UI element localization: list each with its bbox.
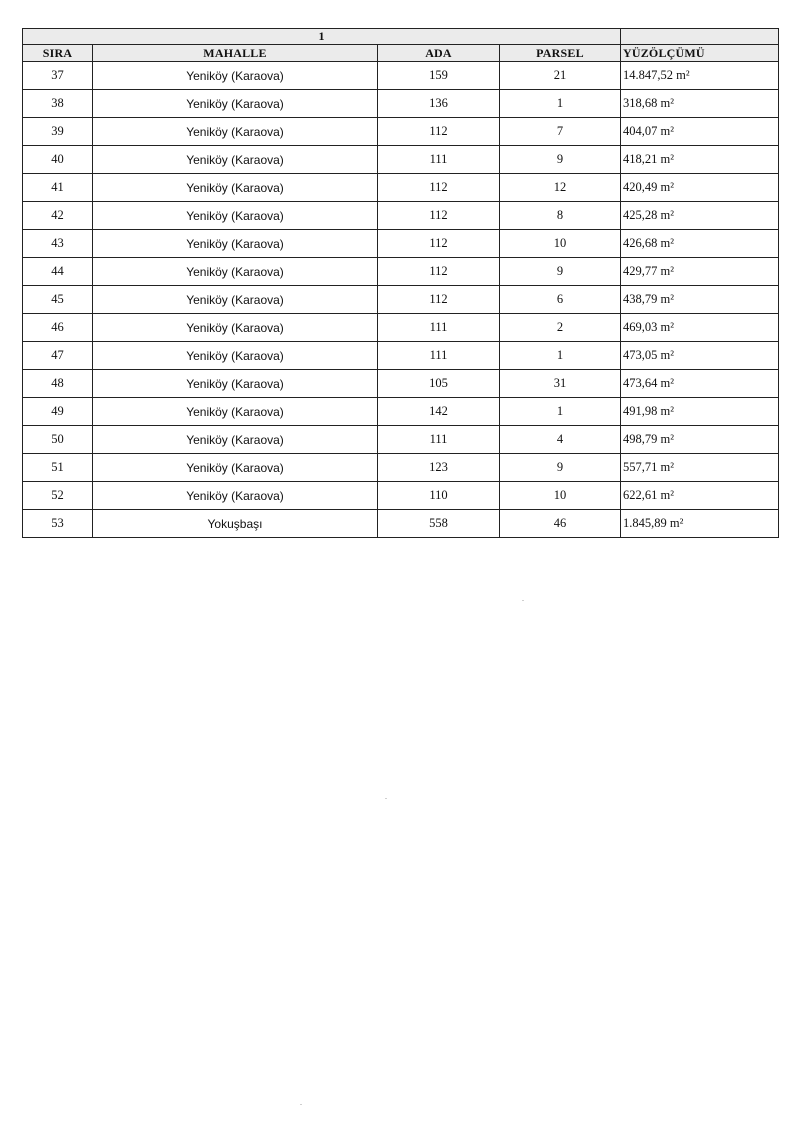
cell-mahalle: Yeniköy (Karaova) xyxy=(93,370,378,398)
header-mahalle: MAHALLE xyxy=(93,45,378,62)
parcel-table xyxy=(22,28,779,538)
cell-ada: 110 xyxy=(378,482,500,510)
header-yuzolcumu: YÜZÖLÇÜMÜ xyxy=(621,45,779,62)
cell-yuzolcumu: 469,03 m² xyxy=(621,314,779,342)
cell-yuzolcumu: 420,49 m² xyxy=(621,174,779,202)
cell-parsel: 9 xyxy=(500,146,621,174)
cell-yuzolcumu: 426,68 m² xyxy=(621,230,779,258)
header-parsel: PARSEL xyxy=(500,45,621,62)
group-header-row xyxy=(23,29,779,45)
table-row xyxy=(23,90,779,118)
cell-parsel: 10 xyxy=(500,482,621,510)
table-row xyxy=(23,482,779,510)
cell-mahalle: Yeniköy (Karaova) xyxy=(93,146,378,174)
cell-parsel: 21 xyxy=(500,62,621,90)
cell-parsel: 2 xyxy=(500,314,621,342)
cell-sira: 38 xyxy=(23,90,93,118)
cell-sira: 39 xyxy=(23,118,93,146)
cell-ada: 123 xyxy=(378,454,500,482)
cell-ada: 159 xyxy=(378,62,500,90)
table-row xyxy=(23,286,779,314)
cell-mahalle: Yeniköy (Karaova) xyxy=(93,230,378,258)
cell-sira: 41 xyxy=(23,174,93,202)
cell-ada: 112 xyxy=(378,286,500,314)
scan-speck xyxy=(300,1104,302,1105)
cell-yuzolcumu: 404,07 m² xyxy=(621,118,779,146)
cell-parsel: 9 xyxy=(500,258,621,286)
cell-yuzolcumu: 318,68 m² xyxy=(621,90,779,118)
cell-parsel: 10 xyxy=(500,230,621,258)
cell-parsel: 12 xyxy=(500,174,621,202)
cell-yuzolcumu: 429,77 m² xyxy=(621,258,779,286)
table-row xyxy=(23,426,779,454)
cell-yuzolcumu: 425,28 m² xyxy=(621,202,779,230)
table-row xyxy=(23,342,779,370)
cell-sira: 46 xyxy=(23,314,93,342)
cell-yuzolcumu: 491,98 m² xyxy=(621,398,779,426)
cell-yuzolcumu: 438,79 m² xyxy=(621,286,779,314)
cell-parsel: 4 xyxy=(500,426,621,454)
cell-ada: 105 xyxy=(378,370,500,398)
cell-parsel: 46 xyxy=(500,510,621,538)
cell-ada: 142 xyxy=(378,398,500,426)
cell-mahalle: Yeniköy (Karaova) xyxy=(93,286,378,314)
cell-sira: 45 xyxy=(23,286,93,314)
cell-sira: 44 xyxy=(23,258,93,286)
cell-sira: 53 xyxy=(23,510,93,538)
cell-mahalle: Yeniköy (Karaova) xyxy=(93,398,378,426)
cell-sira: 48 xyxy=(23,370,93,398)
table-row xyxy=(23,370,779,398)
cell-sira: 50 xyxy=(23,426,93,454)
cell-ada: 112 xyxy=(378,174,500,202)
cell-ada: 136 xyxy=(378,90,500,118)
cell-mahalle: Yeniköy (Karaova) xyxy=(93,202,378,230)
cell-mahalle: Yeniköy (Karaova) xyxy=(93,342,378,370)
cell-mahalle: Yeniköy (Karaova) xyxy=(93,62,378,90)
header-ada: ADA xyxy=(378,45,500,62)
cell-ada: 558 xyxy=(378,510,500,538)
cell-mahalle: Yokuşbaşı xyxy=(93,510,378,538)
group-label: 1 xyxy=(23,29,621,45)
cell-ada: 112 xyxy=(378,118,500,146)
cell-ada: 111 xyxy=(378,426,500,454)
cell-parsel: 6 xyxy=(500,286,621,314)
group-blank-cell xyxy=(621,29,779,45)
cell-yuzolcumu: 498,79 m² xyxy=(621,426,779,454)
table-row xyxy=(23,174,779,202)
cell-ada: 111 xyxy=(378,146,500,174)
cell-sira: 52 xyxy=(23,482,93,510)
cell-ada: 111 xyxy=(378,342,500,370)
cell-yuzolcumu: 418,21 m² xyxy=(621,146,779,174)
cell-parsel: 1 xyxy=(500,342,621,370)
cell-mahalle: Yeniköy (Karaova) xyxy=(93,118,378,146)
cell-parsel: 9 xyxy=(500,454,621,482)
cell-parsel: 8 xyxy=(500,202,621,230)
cell-sira: 47 xyxy=(23,342,93,370)
table-row xyxy=(23,62,779,90)
cell-ada: 112 xyxy=(378,202,500,230)
cell-yuzolcumu: 557,71 m² xyxy=(621,454,779,482)
table-row xyxy=(23,258,779,286)
cell-mahalle: Yeniköy (Karaova) xyxy=(93,454,378,482)
table-body xyxy=(23,62,779,538)
cell-yuzolcumu: 14.847,52 m² xyxy=(621,62,779,90)
column-header-row xyxy=(23,45,779,62)
cell-yuzolcumu: 622,61 m² xyxy=(621,482,779,510)
cell-parsel: 1 xyxy=(500,90,621,118)
cell-mahalle: Yeniköy (Karaova) xyxy=(93,258,378,286)
cell-ada: 112 xyxy=(378,230,500,258)
cell-ada: 111 xyxy=(378,314,500,342)
table-row xyxy=(23,510,779,538)
cell-parsel: 31 xyxy=(500,370,621,398)
table-row xyxy=(23,454,779,482)
scan-speck xyxy=(522,600,524,601)
cell-parsel: 7 xyxy=(500,118,621,146)
cell-yuzolcumu: 1.845,89 m² xyxy=(621,510,779,538)
cell-sira: 49 xyxy=(23,398,93,426)
table-row xyxy=(23,202,779,230)
cell-sira: 37 xyxy=(23,62,93,90)
cell-mahalle: Yeniköy (Karaova) xyxy=(93,90,378,118)
table-row xyxy=(23,230,779,258)
cell-mahalle: Yeniköy (Karaova) xyxy=(93,426,378,454)
table-row xyxy=(23,314,779,342)
scan-speck xyxy=(385,798,387,799)
cell-sira: 43 xyxy=(23,230,93,258)
table-row xyxy=(23,398,779,426)
cell-mahalle: Yeniköy (Karaova) xyxy=(93,314,378,342)
cell-sira: 40 xyxy=(23,146,93,174)
cell-sira: 51 xyxy=(23,454,93,482)
cell-mahalle: Yeniköy (Karaova) xyxy=(93,174,378,202)
cell-yuzolcumu: 473,64 m² xyxy=(621,370,779,398)
cell-sira: 42 xyxy=(23,202,93,230)
cell-ada: 112 xyxy=(378,258,500,286)
table-row xyxy=(23,118,779,146)
table-row xyxy=(23,146,779,174)
header-sira: SIRA xyxy=(23,45,93,62)
cell-yuzolcumu: 473,05 m² xyxy=(621,342,779,370)
cell-parsel: 1 xyxy=(500,398,621,426)
cell-mahalle: Yeniköy (Karaova) xyxy=(93,482,378,510)
